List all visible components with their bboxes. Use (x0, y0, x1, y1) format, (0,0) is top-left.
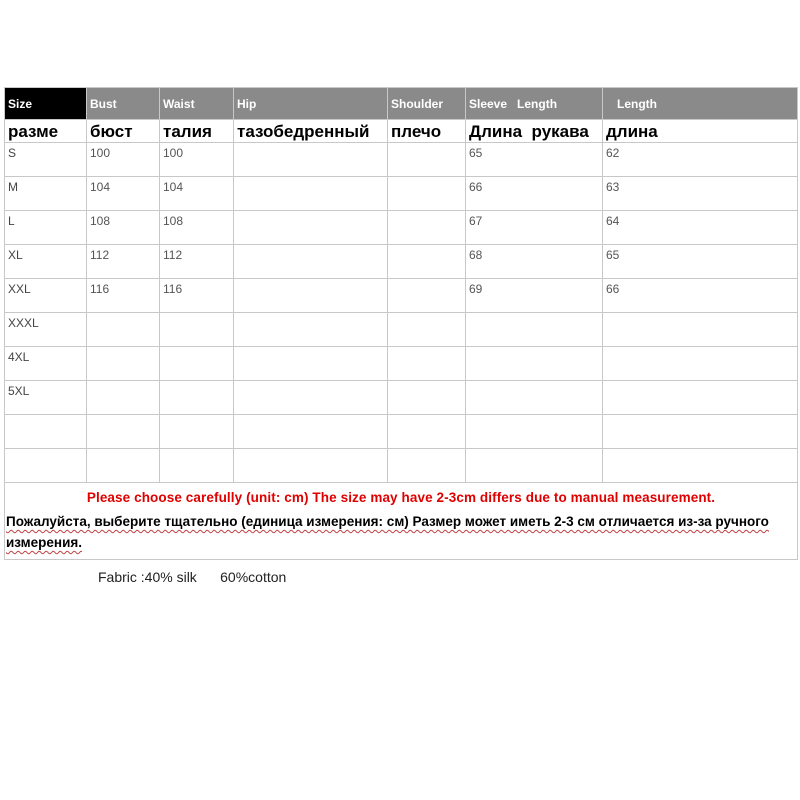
measurement-cell (160, 415, 234, 449)
header-ru-cell: плечо (388, 120, 466, 143)
measurement-cell (234, 279, 388, 313)
table-row (5, 177, 798, 211)
measurement-cell (160, 347, 234, 381)
measurement-cell: 62 (603, 143, 798, 177)
header-en-cell: Bust (87, 88, 160, 120)
note-english: Please choose carefully (unit: cm) The size may have 2-3cm differs due to manual measurement. (86, 490, 716, 505)
measurement-cell (388, 177, 466, 211)
size-cell: S (5, 143, 87, 177)
measurement-cell (603, 449, 798, 483)
measurement-cell (160, 313, 234, 347)
measurement-cell (388, 313, 466, 347)
header-ru-cell: разме (5, 120, 87, 143)
measurement-cell (160, 381, 234, 415)
header-ru-cell: Длина рукава (466, 120, 603, 143)
measurement-cell (87, 381, 160, 415)
measurement-cell (234, 415, 388, 449)
measurement-cell: 108 (160, 211, 234, 245)
size-cell: XXXL (5, 313, 87, 347)
table-row (5, 415, 798, 449)
measurement-cell: 65 (466, 143, 603, 177)
size-cell: L (5, 211, 87, 245)
measurement-cell: 65 (603, 245, 798, 279)
measurement-cell (388, 211, 466, 245)
measurement-cell (234, 347, 388, 381)
measurement-cell: 116 (160, 279, 234, 313)
measurement-cell (160, 449, 234, 483)
table-row (5, 381, 798, 415)
measurement-cell (234, 143, 388, 177)
header-en-cell: Waist (160, 88, 234, 120)
table-row (5, 143, 798, 177)
measurement-cell (234, 245, 388, 279)
measurement-cell (87, 313, 160, 347)
measurement-cell (603, 347, 798, 381)
measurement-cell (603, 313, 798, 347)
table-row (5, 449, 798, 483)
header-en-cell: Shoulder (388, 88, 466, 120)
measurement-cell (234, 313, 388, 347)
table-row (5, 211, 798, 245)
measurement-cell: 112 (87, 245, 160, 279)
measurement-cell (603, 415, 798, 449)
measurement-cell (234, 381, 388, 415)
measurement-cell: 67 (466, 211, 603, 245)
measurement-cell: 64 (603, 211, 798, 245)
size-cell: 4XL (5, 347, 87, 381)
measurement-cell: 104 (87, 177, 160, 211)
header-ru-cell: тазобедренный (234, 120, 388, 143)
header-ru-cell: бюст (87, 120, 160, 143)
measurement-cell (87, 415, 160, 449)
measurement-cell: 66 (466, 177, 603, 211)
measurement-cell: 100 (160, 143, 234, 177)
measurement-cell: 108 (87, 211, 160, 245)
size-cell (5, 449, 87, 483)
header-en-cell: Sleeve Length (466, 88, 603, 120)
measurement-cell (388, 415, 466, 449)
measurement-cell (234, 449, 388, 483)
fabric-composition: Fabric :40% silk 60%cotton (98, 569, 287, 585)
note-russian: Пожалуйста, выберите тщательно (единица измерения: см) Размер может иметь 2-3 см отличается из-за ручного измерения. (6, 514, 769, 550)
measurement-cell: 66 (603, 279, 798, 313)
measurement-cell (234, 177, 388, 211)
size-cell: 5XL (5, 381, 87, 415)
measurement-cell (466, 449, 603, 483)
measurement-cell: 104 (160, 177, 234, 211)
measurement-cell: 68 (466, 245, 603, 279)
header-en-cell: Size (5, 88, 87, 120)
measurement-cell (466, 381, 603, 415)
measurement-cell (388, 449, 466, 483)
table-row (5, 313, 798, 347)
size-cell: XL (5, 245, 87, 279)
header-ru-cell: длина (603, 120, 798, 143)
measurement-cell (388, 381, 466, 415)
measurement-cell: 100 (87, 143, 160, 177)
measurement-cell (87, 449, 160, 483)
header-en-cell: Hip (234, 88, 388, 120)
measurement-cell (466, 415, 603, 449)
measurement-cell: 69 (466, 279, 603, 313)
measurement-cell (87, 347, 160, 381)
size-cell: XXL (5, 279, 87, 313)
measurement-cell: 116 (87, 279, 160, 313)
measurement-cell: 63 (603, 177, 798, 211)
measurement-cell (388, 245, 466, 279)
measurement-cell: 112 (160, 245, 234, 279)
header-en-cell: Length (603, 88, 798, 120)
measurement-cell (466, 347, 603, 381)
measurement-cell (234, 211, 388, 245)
table-row (5, 279, 798, 313)
size-chart-table (4, 87, 798, 560)
measurement-cell (388, 143, 466, 177)
measurement-cell (388, 279, 466, 313)
russian-header-row (5, 120, 798, 143)
measurement-note (5, 483, 798, 560)
size-cell: M (5, 177, 87, 211)
measurement-cell (603, 381, 798, 415)
measurement-cell (388, 347, 466, 381)
table-row (5, 347, 798, 381)
size-cell (5, 415, 87, 449)
table-row (5, 245, 798, 279)
english-header-row (5, 88, 798, 120)
measurement-cell (466, 313, 603, 347)
header-ru-cell: талия (160, 120, 234, 143)
